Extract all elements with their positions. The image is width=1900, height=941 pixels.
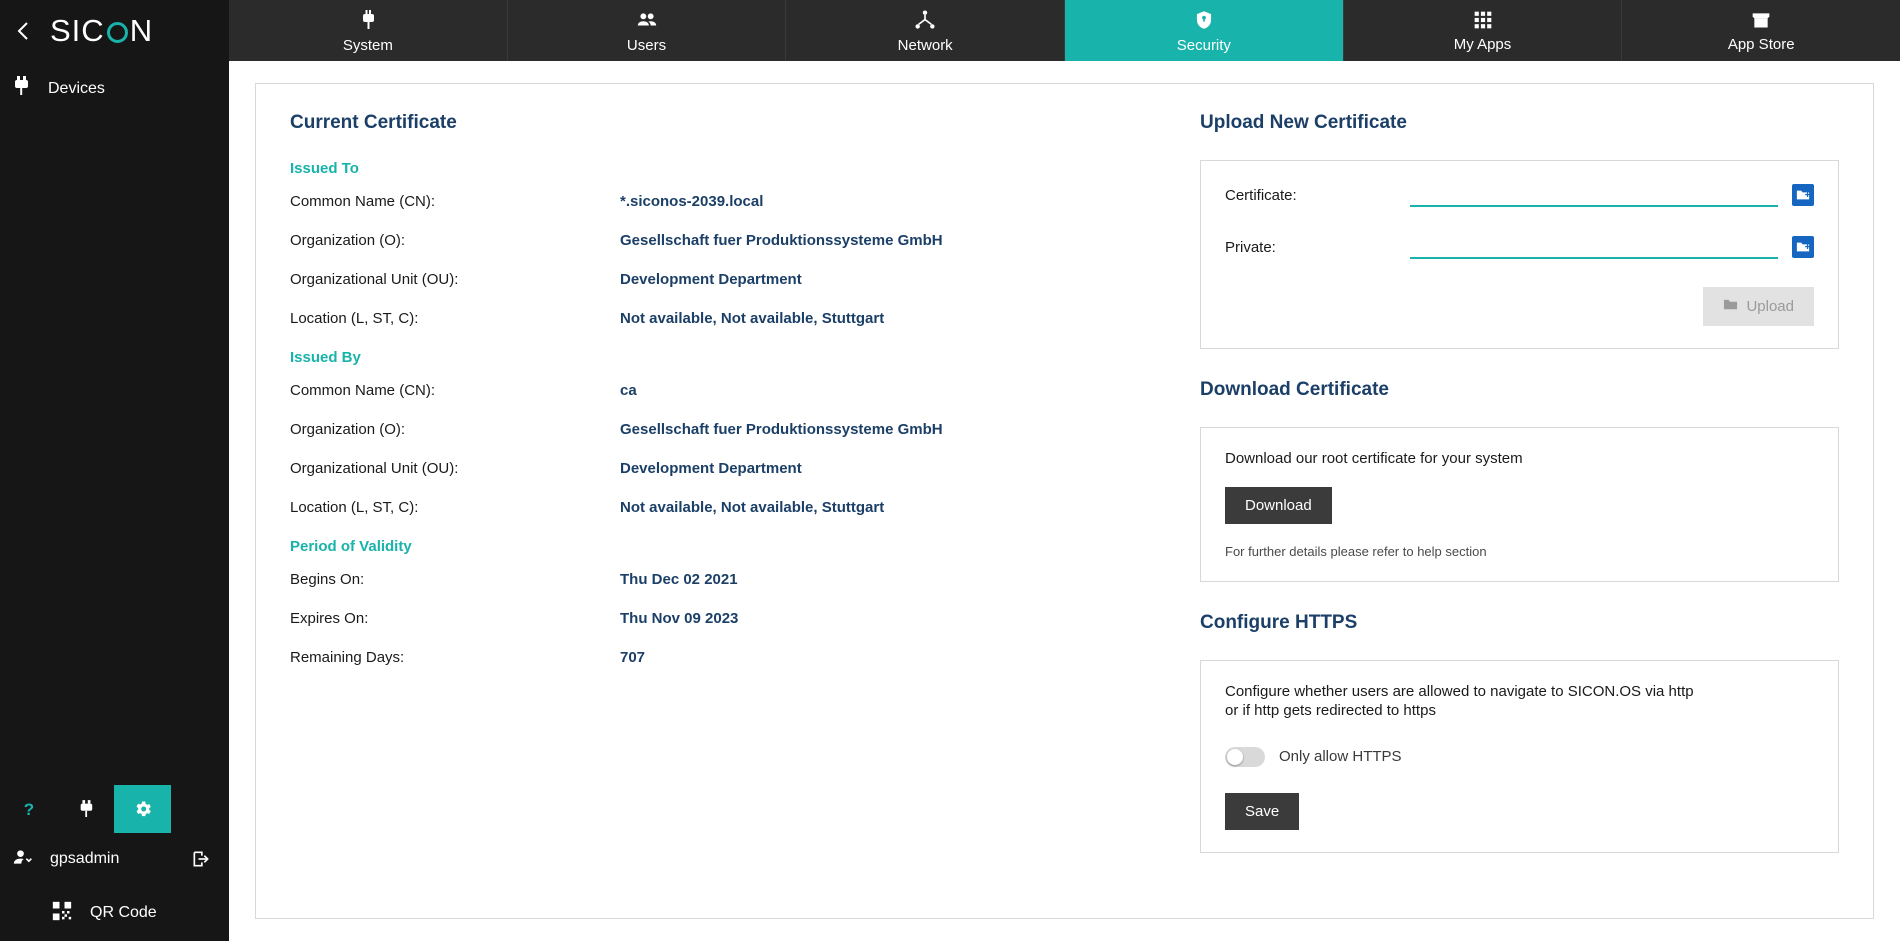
upload-certificate-panel (1200, 160, 1839, 349)
sidebar-header (0, 0, 229, 61)
right-column (1200, 112, 1839, 890)
save-button[interactable]: Save (1225, 793, 1299, 830)
users-icon (636, 9, 658, 35)
issued-to-row (290, 232, 1170, 249)
only-allow-https-toggle[interactable] (1225, 747, 1265, 767)
field-label: Organization (O): (290, 232, 406, 249)
field-label: Common Name (CN): (290, 193, 436, 210)
issued-by-row (290, 421, 1170, 438)
private-label: Private: (1225, 238, 1276, 256)
field-value: 707 (620, 649, 646, 666)
sidebar-item-qr-code[interactable] (0, 885, 229, 941)
sidebar-item-devices[interactable] (0, 61, 229, 116)
help-icon[interactable] (0, 785, 57, 833)
chevron-left-icon[interactable] (10, 18, 36, 44)
tab-security[interactable] (1065, 0, 1344, 61)
device-icon (12, 75, 30, 102)
issued-by-row (290, 460, 1170, 477)
certificate-label: Certificate: (1225, 186, 1297, 204)
toggle-knob (1227, 749, 1243, 765)
private-key-browse-icon[interactable] (1792, 236, 1814, 258)
issued-to-row (290, 193, 1170, 210)
download-description: Download our root certificate for your system (1225, 450, 1523, 467)
current-certificate-section (290, 112, 1170, 890)
tab-users-label: Users (626, 36, 667, 54)
main-area (229, 0, 1900, 941)
validity-row (290, 571, 1170, 588)
tab-security-label: Security (1176, 36, 1231, 54)
field-label: Organizational Unit (OU): (290, 271, 459, 288)
tab-network[interactable] (786, 0, 1065, 61)
username-label: gpsadmin (50, 850, 120, 867)
download-certificate-title: Download Certificate (1200, 379, 1389, 400)
issued-to-row (290, 271, 1170, 288)
field-label: Common Name (CN): (290, 382, 436, 399)
device-icon-small[interactable] (57, 785, 114, 833)
only-allow-https-label: Only allow HTTPS (1279, 748, 1402, 765)
field-label: Remaining Days: (290, 649, 405, 666)
field-value: Development Department (620, 460, 802, 477)
logout-icon[interactable] (173, 849, 229, 869)
content-card (255, 83, 1874, 919)
shield-icon (1194, 9, 1214, 35)
system-icon (359, 9, 377, 35)
content-wrapper (229, 61, 1900, 941)
validity-row (290, 649, 1170, 666)
user-icon (12, 847, 34, 872)
upload-button-label: Upload (1746, 298, 1794, 315)
upload-action-row (1225, 287, 1814, 326)
sidebar-utility-icons (0, 785, 229, 833)
logo-ring (107, 22, 128, 43)
field-label: Location (L, ST, C): (290, 499, 419, 516)
top-navigation (229, 0, 1900, 61)
field-value: Development Department (620, 271, 802, 288)
certificate-input[interactable] (1410, 183, 1778, 207)
validity-row (290, 610, 1170, 627)
field-value: *.siconos-2039.local (620, 193, 764, 210)
network-icon (914, 9, 936, 35)
issued-to-heading: Issued To (290, 160, 359, 177)
private-key-input[interactable] (1410, 235, 1778, 259)
field-value: Thu Nov 09 2023 (620, 610, 739, 627)
apps-grid-icon (1473, 10, 1493, 34)
configure-https-description-line1: Configure whether users are allowed to navigate to SICON.OS via http (1225, 683, 1694, 700)
field-label: Organization (O): (290, 421, 406, 438)
tab-my-apps[interactable] (1344, 0, 1623, 61)
upload-icon (1723, 297, 1738, 316)
certificate-upload-row (1225, 183, 1814, 207)
field-label: Begins On: (290, 571, 365, 588)
field-value: Not available, Not available, Stuttgart (620, 310, 885, 327)
store-icon (1751, 10, 1771, 34)
field-value: Gesellschaft fuer Produktionssysteme GmbH (620, 232, 943, 249)
svg-text:?: ? (23, 800, 34, 819)
certificate-browse-icon[interactable] (1792, 184, 1814, 206)
upload-button[interactable] (1703, 287, 1814, 326)
gear-icon[interactable] (114, 785, 171, 833)
download-certificate-panel (1200, 427, 1839, 582)
field-value: Gesellschaft fuer Produktionssysteme GmbH (620, 421, 943, 438)
upload-certificate-title: Upload New Certificate (1200, 112, 1407, 133)
tab-app-store[interactable] (1622, 0, 1900, 61)
configure-https-panel (1200, 660, 1839, 853)
current-certificate-title: Current Certificate (290, 112, 457, 133)
sidebar-item-qr-code-label: QR Code (90, 904, 157, 921)
tab-users[interactable] (508, 0, 787, 61)
field-value: Thu Dec 02 2021 (620, 571, 738, 588)
download-button[interactable]: Download (1225, 487, 1332, 524)
tab-network-label: Network (897, 36, 953, 54)
sicon-logo (50, 13, 153, 49)
configure-https-title: Configure HTTPS (1200, 612, 1358, 633)
sidebar (0, 0, 229, 941)
sidebar-item-devices-label: Devices (48, 79, 105, 97)
download-note: For further details please refer to help section (1225, 544, 1487, 559)
sidebar-user (0, 833, 229, 885)
configure-https-description-line2: or if http gets redirected to https (1225, 701, 1436, 719)
configure-https-description (1225, 683, 1814, 721)
field-label: Location (L, ST, C): (290, 310, 419, 327)
field-value: Not available, Not available, Stuttgart (620, 499, 885, 516)
only-allow-https-row (1225, 747, 1814, 767)
field-label: Expires On: (290, 610, 369, 627)
issued-by-row (290, 499, 1170, 516)
field-value: ca (620, 382, 637, 399)
issued-by-heading: Issued By (290, 349, 361, 366)
period-of-validity-heading: Period of Validity (290, 538, 412, 555)
sidebar-spacer (0, 116, 229, 785)
qr-code-icon (52, 901, 72, 926)
private-key-upload-row (1225, 235, 1814, 259)
issued-by-row (290, 382, 1170, 399)
field-label: Organizational Unit (OU): (290, 460, 459, 477)
tab-app-store-label: App Store (1727, 35, 1795, 53)
logo-text-1: SIC (50, 12, 105, 48)
issued-to-row (290, 310, 1170, 327)
tab-my-apps-label: My Apps (1453, 35, 1512, 53)
tab-system[interactable] (229, 0, 508, 61)
logo-text-2: N (129, 12, 154, 48)
tab-system-label: System (342, 36, 393, 54)
